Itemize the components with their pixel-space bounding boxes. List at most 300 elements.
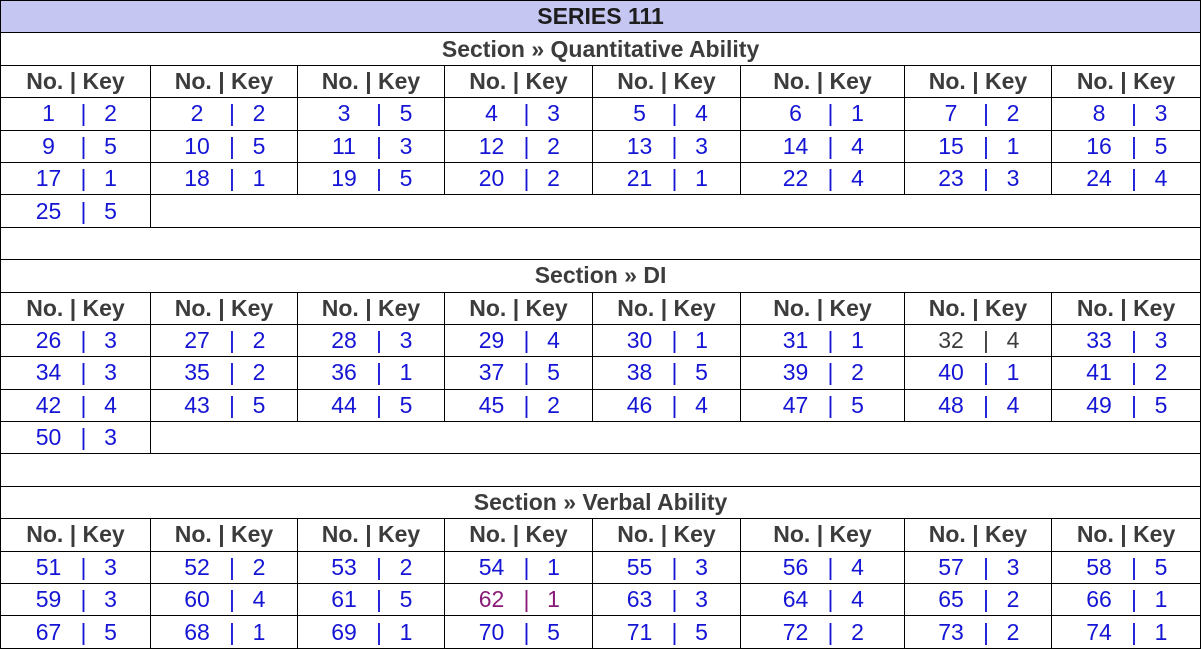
answer-key-link[interactable]	[934, 586, 1022, 613]
answer-cell	[445, 584, 593, 616]
answer-key-link[interactable]	[180, 619, 268, 646]
question-number: 22	[782, 165, 809, 192]
answer-cell	[151, 389, 298, 421]
question-number: 45	[478, 391, 505, 418]
answer-key: 5	[547, 618, 560, 645]
question-number: 56	[782, 553, 809, 580]
answer-key: 2	[399, 553, 413, 580]
answer-cell	[593, 584, 741, 616]
question-number: 24	[1086, 165, 1112, 192]
answer-cell	[905, 584, 1052, 616]
answer-key-link[interactable]	[623, 100, 711, 127]
answer-key: 4	[547, 327, 560, 354]
answer-key: 3	[399, 132, 413, 159]
answer-key-link[interactable]	[934, 100, 1022, 127]
empty-cell	[151, 422, 1201, 454]
separator: |	[671, 586, 678, 613]
column-header: No. | Key	[151, 65, 298, 97]
question-number: 25	[35, 197, 62, 224]
answer-cell	[741, 162, 905, 194]
separator: |	[376, 165, 382, 192]
separator: |	[983, 618, 989, 645]
question-number: 62	[478, 586, 505, 613]
answer-key: 2	[547, 132, 560, 159]
answer-cell	[741, 130, 905, 162]
answer-key-link[interactable]	[327, 327, 415, 354]
column-header-row	[1, 65, 1201, 97]
answer-key-link[interactable]	[180, 165, 268, 192]
answer-key-link[interactable]	[32, 619, 120, 646]
answer-key-link[interactable]	[779, 165, 867, 192]
answer-cell	[151, 551, 298, 583]
answer-cell	[298, 98, 445, 130]
section-title-row	[1, 486, 1201, 518]
separator: |	[827, 618, 834, 645]
answer-cell	[593, 551, 741, 583]
question-number: 31	[782, 327, 809, 354]
question-number: 36	[331, 359, 357, 386]
question-number: 16	[1086, 132, 1112, 159]
answer-key-link[interactable]	[475, 619, 563, 646]
separator: |	[827, 165, 834, 192]
section-title: Section » Verbal Ability	[1, 486, 1201, 518]
answer-key-link[interactable]	[623, 586, 711, 613]
question-number: 2	[190, 100, 204, 127]
answer-key: 1	[851, 100, 864, 127]
answer-cell	[151, 130, 298, 162]
section-title-row	[1, 260, 1201, 292]
answer-key: 3	[1154, 100, 1168, 127]
separator: |	[671, 132, 678, 159]
table-row	[1, 551, 1201, 583]
answer-key: 2	[252, 327, 266, 354]
answer-cell	[593, 324, 741, 356]
answer-key-link[interactable]	[327, 133, 415, 160]
answer-key: 3	[399, 327, 413, 354]
answer-key: 4	[851, 165, 864, 192]
answer-cell	[298, 389, 445, 421]
separator: |	[1131, 165, 1138, 192]
question-number: 27	[184, 327, 210, 354]
answer-key-link[interactable]	[623, 554, 711, 581]
answer-key-link[interactable]	[1082, 100, 1170, 127]
answer-key-link[interactable]	[475, 554, 563, 581]
question-number: 29	[478, 327, 505, 354]
answer-key-link[interactable]	[623, 392, 711, 419]
separator: |	[671, 100, 678, 127]
answer-key-link[interactable]	[475, 165, 563, 192]
answer-key: 4	[1006, 391, 1020, 418]
answer-key: 2	[104, 100, 117, 127]
separator: |	[376, 100, 382, 127]
answer-key: 1	[547, 553, 560, 580]
answer-key-link[interactable]	[327, 359, 415, 386]
answer-key-link[interactable]	[1082, 359, 1170, 386]
answer-key-link[interactable]	[475, 586, 563, 613]
answer-key-link[interactable]	[934, 133, 1022, 160]
separator: |	[671, 359, 678, 386]
question-number: 46	[626, 391, 653, 418]
answer-cell	[593, 357, 741, 389]
question-number: 41	[1086, 359, 1112, 386]
answer-cell	[1, 389, 151, 421]
separator: |	[80, 424, 87, 451]
separator: |	[523, 165, 530, 192]
separator: |	[376, 618, 382, 645]
separator: |	[983, 327, 989, 354]
answer-key-link[interactable]	[1082, 327, 1170, 354]
answer-cell	[741, 551, 905, 583]
answer-cell	[741, 98, 905, 130]
section-spacer	[1, 227, 1201, 259]
answer-key-link[interactable]	[32, 392, 120, 419]
question-number: 70	[478, 618, 505, 645]
answer-cell	[905, 389, 1052, 421]
answer-key-link[interactable]	[779, 619, 867, 646]
table-row	[1, 162, 1201, 194]
answer-key-link[interactable]	[32, 554, 120, 581]
answer-key: 3	[695, 132, 708, 159]
answer-cell	[445, 357, 593, 389]
answer-key: 1	[1006, 359, 1020, 386]
answer-key-link[interactable]	[32, 165, 120, 192]
answer-key-link[interactable]	[623, 327, 711, 354]
separator: |	[671, 327, 678, 354]
answer-cell	[905, 357, 1052, 389]
answer-key-link[interactable]	[475, 327, 563, 354]
question-number: 17	[35, 165, 62, 192]
column-header: No. | Key	[593, 519, 741, 551]
answer-cell	[1052, 130, 1201, 162]
answer-key-link[interactable]	[180, 359, 268, 386]
answer-key-link[interactable]	[934, 359, 1022, 386]
question-number: 9	[42, 132, 55, 159]
answer-key-link[interactable]	[623, 619, 711, 646]
question-number: 74	[1086, 618, 1112, 645]
answer-key: 4	[104, 391, 117, 418]
answer-key-link[interactable]	[475, 359, 563, 386]
separator: |	[1131, 132, 1138, 159]
answer-cell	[1052, 584, 1201, 616]
separator: |	[80, 553, 87, 580]
answer-key-link[interactable]	[623, 133, 711, 160]
separator: |	[1131, 586, 1138, 613]
answer-key: 5	[1154, 132, 1168, 159]
answer-key-link[interactable]	[779, 133, 867, 160]
empty-cell	[151, 195, 1201, 227]
question-number: 57	[938, 553, 964, 580]
answer-cell	[593, 98, 741, 130]
question-number: 60	[184, 586, 210, 613]
answer-key: 5	[252, 391, 266, 418]
separator: |	[80, 132, 87, 159]
answer-key-link[interactable]	[779, 392, 867, 419]
answer-key-link[interactable]	[934, 619, 1022, 646]
answer-key: 1	[252, 165, 266, 192]
separator: |	[523, 100, 530, 127]
answer-key: 1	[851, 327, 864, 354]
answer-key: 5	[1154, 391, 1168, 418]
answer-key: 5	[695, 618, 708, 645]
answer-cell	[1, 98, 151, 130]
answer-key: 1	[1154, 586, 1168, 613]
separator: |	[983, 100, 989, 127]
answer-key: 5	[851, 391, 864, 418]
answer-key: 5	[399, 100, 413, 127]
answer-cell	[445, 162, 593, 194]
answer-cell	[1052, 98, 1201, 130]
question-number: 3	[337, 100, 351, 127]
answer-cell	[298, 616, 445, 648]
answer-key-link[interactable]	[1082, 586, 1170, 613]
answer-key: 5	[104, 197, 117, 224]
section-spacer-row	[1, 227, 1201, 259]
answer-key: 4	[1154, 165, 1168, 192]
separator: |	[376, 391, 382, 418]
question-number: 15	[938, 132, 964, 159]
separator: |	[80, 165, 87, 192]
column-header: No. | Key	[298, 65, 445, 97]
question-number: 26	[35, 327, 62, 354]
answer-key: 2	[547, 165, 560, 192]
answer-key-link[interactable]	[1082, 133, 1170, 160]
answer-key-link[interactable]	[779, 586, 867, 613]
answer-key-body	[1, 1, 1201, 649]
question-number: 7	[944, 100, 958, 127]
answer-key-link[interactable]	[32, 327, 120, 354]
question-number: 66	[1086, 586, 1112, 613]
separator: |	[80, 197, 87, 224]
answer-cell	[593, 162, 741, 194]
answer-key: 1	[104, 165, 117, 192]
separator: |	[827, 327, 834, 354]
answer-cell	[593, 616, 741, 648]
question-number: 43	[184, 391, 210, 418]
answer-key-link[interactable]	[779, 554, 867, 581]
answer-key: 1	[252, 618, 266, 645]
answer-cell	[298, 357, 445, 389]
answer-key-link[interactable]	[327, 554, 415, 581]
answer-key-link[interactable]	[779, 359, 867, 386]
separator: |	[827, 391, 834, 418]
answer-key-link[interactable]	[32, 133, 120, 160]
question-number: 37	[478, 359, 505, 386]
answer-cell	[1, 130, 151, 162]
separator: |	[983, 165, 989, 192]
answer-key-link[interactable]	[32, 424, 120, 451]
answer-key: 3	[1154, 327, 1168, 354]
answer-cell	[151, 357, 298, 389]
answer-cell	[445, 324, 593, 356]
question-number: 38	[626, 359, 653, 386]
answer-key: 2	[252, 100, 266, 127]
answer-cell	[1, 195, 151, 227]
answer-cell	[593, 130, 741, 162]
answer-key-link[interactable]	[623, 359, 711, 386]
answer-cell	[1052, 616, 1201, 648]
column-header: No. | Key	[298, 292, 445, 324]
answer-key: 5	[547, 359, 560, 386]
question-number: 21	[626, 165, 653, 192]
separator: |	[229, 327, 235, 354]
separator: |	[827, 586, 834, 613]
answer-key-link[interactable]	[1082, 392, 1170, 419]
answer-key-link[interactable]	[32, 198, 120, 225]
separator: |	[80, 100, 87, 127]
separator: |	[827, 100, 834, 127]
answer-key: 5	[1154, 553, 1168, 580]
separator: |	[523, 618, 530, 645]
answer-key: 2	[1154, 359, 1168, 386]
answer-key-link[interactable]	[327, 392, 415, 419]
answer-key-link[interactable]	[779, 100, 867, 127]
column-header: No. | Key	[1, 65, 151, 97]
question-number: 6	[789, 100, 802, 127]
question-number: 12	[478, 132, 505, 159]
answer-key-link[interactable]	[1082, 619, 1170, 646]
separator: |	[523, 391, 530, 418]
answer-key: 5	[104, 618, 117, 645]
question-number: 65	[938, 586, 964, 613]
answer-key-link[interactable]	[934, 165, 1022, 192]
answer-key-link[interactable]	[475, 100, 563, 127]
answer-key-link[interactable]	[180, 100, 268, 127]
question-number: 48	[938, 391, 964, 418]
answer-key-link[interactable]	[32, 359, 120, 386]
separator: |	[1131, 553, 1138, 580]
answer-cell	[298, 551, 445, 583]
answer-key-link[interactable]	[327, 165, 415, 192]
separator: |	[229, 359, 235, 386]
answer-key-link[interactable]	[32, 100, 120, 127]
series-title-row	[1, 1, 1201, 33]
question-number: 44	[331, 391, 357, 418]
question-number: 33	[1086, 327, 1112, 354]
question-number: 68	[184, 618, 210, 645]
answer-cell	[151, 98, 298, 130]
question-number: 50	[35, 424, 62, 451]
answer-key-link[interactable]	[779, 327, 867, 354]
separator: |	[983, 359, 989, 386]
question-number: 58	[1086, 553, 1112, 580]
question-number: 28	[331, 327, 357, 354]
answer-key: 1	[695, 165, 708, 192]
answer-key: 3	[695, 553, 708, 580]
separator: |	[983, 132, 989, 159]
separator: |	[376, 132, 382, 159]
answer-key: 1	[695, 327, 708, 354]
answer-key: 5	[399, 586, 413, 613]
question-number: 39	[782, 359, 809, 386]
question-number: 34	[35, 359, 62, 386]
answer-cell	[1052, 324, 1201, 356]
answer-cell	[905, 98, 1052, 130]
column-header: No. | Key	[151, 519, 298, 551]
question-number: 35	[184, 359, 210, 386]
answer-key: 2	[851, 359, 864, 386]
question-number: 32	[938, 327, 964, 354]
table-row	[1, 357, 1201, 389]
answer-key-link[interactable]	[327, 586, 415, 613]
answer-key: 2	[851, 618, 864, 645]
column-header: No. | Key	[741, 65, 905, 97]
separator: |	[523, 359, 530, 386]
answer-key: 3	[104, 327, 117, 354]
answer-cell	[1052, 551, 1201, 583]
answer-key: 4	[851, 553, 864, 580]
separator: |	[80, 327, 87, 354]
answer-key-link[interactable]	[180, 392, 268, 419]
answer-key-text	[934, 327, 1022, 354]
separator: |	[229, 586, 235, 613]
separator: |	[229, 100, 235, 127]
separator: |	[1131, 391, 1138, 418]
question-number: 8	[1092, 100, 1106, 127]
separator: |	[80, 618, 87, 645]
answer-cell	[151, 584, 298, 616]
separator: |	[376, 586, 382, 613]
answer-key: 5	[252, 132, 266, 159]
column-header: No. | Key	[905, 519, 1052, 551]
answer-key: 4	[695, 100, 708, 127]
separator: |	[376, 327, 382, 354]
answer-cell	[741, 357, 905, 389]
answer-key: 2	[252, 359, 266, 386]
question-number: 63	[626, 586, 653, 613]
separator: |	[983, 553, 989, 580]
answer-key-link[interactable]	[1082, 165, 1170, 192]
answer-key-link[interactable]	[180, 554, 268, 581]
answer-key-link[interactable]	[623, 165, 711, 192]
answer-key-link[interactable]	[32, 586, 120, 613]
separator: |	[376, 553, 382, 580]
answer-key-link[interactable]	[180, 586, 268, 613]
separator: |	[983, 391, 989, 418]
answer-key-link[interactable]	[475, 392, 563, 419]
answer-key: 5	[695, 359, 708, 386]
answer-cell	[1052, 389, 1201, 421]
answer-cell	[151, 324, 298, 356]
answer-cell	[445, 389, 593, 421]
answer-key-link[interactable]	[1082, 554, 1170, 581]
question-number: 4	[485, 100, 498, 127]
answer-key-link[interactable]	[180, 133, 268, 160]
answer-key: 4	[1006, 327, 1020, 354]
separator: |	[1131, 327, 1138, 354]
answer-key-link[interactable]	[180, 327, 268, 354]
separator: |	[983, 586, 989, 613]
answer-cell	[445, 98, 593, 130]
question-number: 13	[626, 132, 653, 159]
answer-key-link[interactable]	[934, 392, 1022, 419]
column-header: No. | Key	[1, 292, 151, 324]
separator: |	[523, 132, 530, 159]
column-header: No. | Key	[1052, 519, 1201, 551]
answer-cell	[151, 162, 298, 194]
separator: |	[229, 132, 235, 159]
answer-cell	[905, 130, 1052, 162]
answer-cell	[445, 551, 593, 583]
column-header-row	[1, 292, 1201, 324]
answer-key-link[interactable]	[327, 619, 415, 646]
column-header: No. | Key	[905, 292, 1052, 324]
answer-cell	[905, 162, 1052, 194]
answer-key-link[interactable]	[327, 100, 415, 127]
answer-key-link[interactable]	[475, 133, 563, 160]
question-number: 67	[35, 618, 62, 645]
answer-key: 4	[695, 391, 708, 418]
answer-key-link[interactable]	[934, 554, 1022, 581]
